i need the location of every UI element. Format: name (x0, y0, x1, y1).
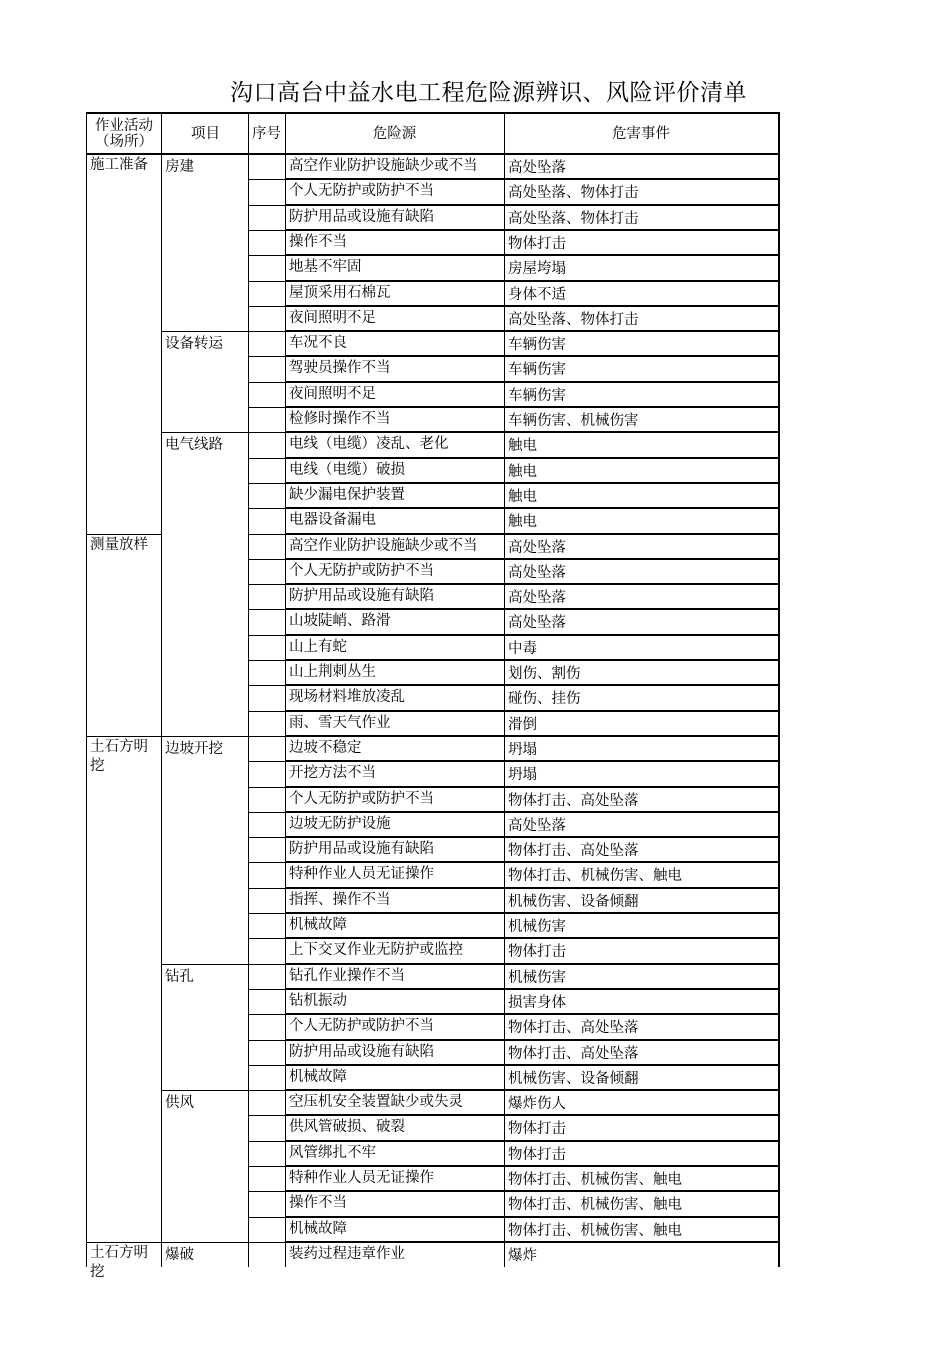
row-line-main (285, 608, 780, 610)
row-line-seq (248, 1115, 285, 1116)
hazard-source-cell: 电器设备漏电 (289, 512, 376, 529)
row-line-seq (248, 508, 285, 509)
hazard-source-cell: 高空作业防护设施缺少或不当 (289, 158, 478, 174)
hazard-source-cell: 特种作业人员无证操作 (289, 866, 434, 883)
hazard-event-cell: 物体打击、机械伤害、触电 (508, 1172, 682, 1188)
row-line-seq (248, 761, 285, 762)
hazard-event-cell: 物体打击 (508, 944, 566, 961)
hazard-event-cell: 物体打击 (508, 235, 566, 252)
row-line-seq (248, 711, 285, 712)
hazard-source-cell: 防护用品或设施有缺陷 (289, 841, 434, 858)
row-line-seq (248, 584, 285, 585)
hazard-source-cell: 雨、雪天气作业 (289, 714, 391, 731)
row-line-main (285, 330, 780, 332)
hazard-event-cell: 触电 (508, 488, 537, 505)
row-line-main (285, 204, 780, 206)
hazard-event-cell: 高处坠落、物体打击 (508, 311, 639, 328)
row-line-seq (248, 812, 285, 813)
project-divider (161, 432, 248, 433)
row-line-main (285, 254, 780, 256)
hazard-source-cell: 个人无防护或防护不当 (289, 562, 434, 579)
hazard-event-cell: 滑倒 (508, 716, 537, 733)
hazard-event-cell: 身体不适 (508, 286, 566, 303)
hazard-source-cell: 操作不当 (289, 233, 347, 250)
hazard-source-cell: 夜间照明不足 (289, 385, 376, 402)
row-line-main (285, 912, 780, 914)
hazard-event-cell: 触电 (508, 514, 537, 531)
row-line-seq (248, 483, 285, 484)
row-line-main (285, 178, 780, 180)
project-divider (161, 736, 248, 737)
row-line-main (285, 634, 780, 636)
project-label: 供风 (165, 1095, 194, 1112)
hazard-event-cell: 车辆伤害 (508, 387, 566, 404)
row-line-main (285, 1140, 780, 1142)
row-line-seq (248, 432, 285, 433)
hazard-event-cell: 物体打击、机械伤害、触电 (508, 868, 682, 885)
col-line-source (285, 112, 286, 1267)
hazard-event-cell: 中毒 (508, 640, 537, 657)
row-line-seq (248, 1040, 285, 1041)
hazard-source-cell: 风管绑扎不牢 (289, 1144, 376, 1161)
row-line-seq (248, 205, 285, 206)
hazard-source-cell: 防护用品或设施有缺陷 (289, 588, 434, 605)
hazard-event-cell: 高处坠落 (508, 817, 566, 834)
hazard-source-cell: 边坡不稳定 (289, 739, 362, 756)
header-seq: 序号 (252, 126, 281, 142)
hazard-source-cell: 供风管破损、破裂 (289, 1119, 405, 1136)
row-line-main (285, 381, 780, 383)
header-hazard-source: 危险源 (372, 126, 417, 142)
hazard-event-cell: 坍塌 (508, 767, 537, 784)
hazard-source-cell: 缺少漏电保护装置 (289, 486, 405, 503)
table-right-border (778, 112, 780, 1267)
project-label: 边坡开挖 (165, 740, 223, 757)
row-line-main (285, 735, 780, 737)
hazard-event-cell: 车辆伤害 (508, 362, 566, 379)
hazard-source-cell: 电线（电缆）破损 (289, 461, 405, 478)
row-line-seq (248, 331, 285, 332)
hazard-source-cell: 防护用品或设施有缺陷 (289, 208, 434, 225)
hazard-event-cell: 物体打击、高处坠落 (508, 843, 639, 860)
activity-label: 测量放样 (90, 536, 148, 553)
row-line-seq (248, 356, 285, 357)
row-line-main (285, 988, 780, 990)
hazard-event-cell: 车辆伤害 (508, 337, 566, 354)
row-line-main (285, 229, 780, 231)
hazard-source-cell: 地基不牢固 (289, 259, 362, 276)
hazard-source-cell: 高空作业防护设施缺少或不当 (289, 537, 478, 554)
row-line-main (285, 482, 780, 484)
row-line-seq (248, 382, 285, 383)
project-label: 设备转运 (165, 336, 223, 353)
hazard-source-cell: 操作不当 (289, 1195, 347, 1212)
hazard-event-cell: 划伤、割伤 (508, 666, 581, 682)
row-line-main (285, 836, 780, 838)
row-line-main (285, 431, 780, 433)
hazard-event-cell: 房屋垮塌 (508, 261, 566, 278)
row-line-seq (248, 736, 285, 737)
col-line-project (161, 112, 162, 1267)
hazard-source-cell: 机械故障 (289, 1220, 347, 1237)
hazard-source-cell: 山上荆刺丛生 (289, 664, 376, 680)
header-project: 项目 (191, 126, 220, 142)
page-title: 沟口高台中益水电工程危险源辨识、风险评价清单 (230, 80, 747, 106)
hazard-source-cell: 钻机振动 (289, 992, 347, 1009)
hazard-source-cell: 防护用品或设施有缺陷 (289, 1043, 434, 1060)
hazard-event-cell: 碰伤、挂伤 (508, 691, 581, 708)
row-line-seq (248, 179, 285, 180)
project-label: 房建 (165, 159, 194, 175)
row-line-seq (248, 230, 285, 231)
row-line-seq (248, 281, 285, 282)
hazard-event-cell: 爆炸 (508, 1247, 537, 1264)
row-line-seq (248, 938, 285, 939)
group-divider (86, 534, 161, 535)
hazard-event-cell: 物体打击 (508, 1121, 566, 1138)
risk-assessment-table (86, 112, 780, 1280)
project-divider (161, 964, 248, 965)
hazard-source-cell: 山上有蛇 (289, 638, 347, 655)
activity-label: 土石方明挖 (90, 738, 148, 774)
header-activity: 作业活动（场所） (95, 118, 153, 150)
row-line-main (285, 1089, 780, 1091)
row-line-seq (248, 609, 285, 610)
hazard-event-cell: 物体打击 (508, 1146, 566, 1163)
hazard-event-cell: 车辆伤害、机械伤害 (508, 413, 639, 429)
row-line-main (285, 355, 780, 357)
hazard-event-cell: 损害身体 (508, 994, 566, 1011)
project-divider (161, 331, 248, 332)
row-line-main (285, 1039, 780, 1041)
hazard-event-cell: 高处坠落 (508, 564, 566, 581)
group-divider (86, 736, 161, 737)
row-line-seq (248, 306, 285, 307)
hazard-source-cell: 指挥、操作不当 (289, 891, 391, 908)
hazard-source-cell: 现场材料堆放凌乱 (289, 689, 405, 706)
col-line-seq (248, 112, 249, 1267)
hazard-event-cell: 机械伤害、设备倾翻 (508, 893, 639, 910)
row-line-seq (248, 534, 285, 535)
row-line-main (285, 533, 780, 535)
hazard-event-cell: 机械伤害 (508, 919, 566, 935)
hazard-source-cell: 机械故障 (289, 1068, 347, 1085)
row-line-main (285, 760, 780, 762)
row-line-main (285, 937, 780, 939)
row-line-seq (248, 837, 285, 838)
row-line-seq (248, 888, 285, 889)
hazard-event-cell: 物体打击、高处坠落 (508, 1020, 639, 1037)
row-line-seq (248, 1141, 285, 1142)
row-line-seq (248, 862, 285, 863)
row-line-seq (248, 685, 285, 686)
hazard-event-cell: 高处坠落、物体打击 (508, 185, 639, 202)
hazard-event-cell: 触电 (508, 438, 537, 455)
hazard-event-cell: 物体打击、高处坠落 (508, 792, 639, 809)
hazard-source-cell: 空压机安全装置缺少或失灵 (289, 1094, 463, 1111)
row-line-main (285, 684, 780, 686)
header-bottom-border (86, 153, 778, 155)
hazard-event-cell: 高处坠落 (508, 590, 566, 607)
hazard-source-cell: 上下交叉作业无防护或监控 (289, 942, 463, 959)
table-left-border (86, 112, 87, 1267)
row-line-seq (248, 1065, 285, 1066)
project-divider (161, 1090, 248, 1091)
col-line-event (504, 112, 505, 1267)
row-line-main (285, 1190, 780, 1192)
hazard-source-cell: 个人无防护或防护不当 (289, 790, 434, 807)
row-line-seq (248, 1217, 285, 1218)
hazard-event-cell: 物体打击、高处坠落 (508, 1045, 639, 1062)
project-label: 钻孔 (165, 968, 194, 985)
row-line-main (285, 1114, 780, 1116)
row-line-main (285, 963, 780, 965)
row-line-main (285, 811, 780, 813)
hazard-source-cell: 个人无防护或防护不当 (289, 1018, 434, 1035)
row-line-main (285, 507, 780, 509)
row-line-main (285, 1064, 780, 1066)
row-line-seq (248, 964, 285, 965)
activity-label: 施工准备 (90, 157, 148, 173)
hazard-source-cell: 边坡无防护设施 (289, 815, 391, 832)
hazard-source-cell: 钻孔作业操作不当 (289, 967, 405, 984)
hazard-source-cell: 装药过程违章作业 (289, 1245, 405, 1262)
row-line-seq (248, 989, 285, 990)
hazard-event-cell: 机械伤害 (508, 969, 566, 986)
row-line-seq (248, 559, 285, 560)
row-line-seq (248, 458, 285, 459)
row-line-seq (248, 407, 285, 408)
row-line-main (285, 406, 780, 408)
row-line-seq (248, 1014, 285, 1015)
row-line-seq (248, 1191, 285, 1192)
hazard-event-cell: 触电 (508, 463, 537, 480)
row-line-main (285, 1165, 780, 1167)
row-line-seq (248, 635, 285, 636)
row-line-seq (248, 1090, 285, 1091)
row-line-main (285, 710, 780, 712)
row-line-seq (248, 913, 285, 914)
row-line-main (285, 583, 780, 585)
row-line-seq (248, 660, 285, 661)
hazard-event-cell: 爆炸伤人 (508, 1096, 566, 1113)
hazard-source-cell: 检修时操作不当 (289, 411, 391, 427)
row-line-main (285, 280, 780, 282)
hazard-event-cell: 物体打击、机械伤害、触电 (508, 1197, 682, 1214)
project-label: 爆破 (165, 1246, 194, 1263)
row-line-main (285, 786, 780, 788)
project-divider (161, 1242, 248, 1243)
row-line-main (285, 1013, 780, 1015)
row-line-seq (248, 255, 285, 256)
hazard-event-cell: 高处坠落、物体打击 (508, 210, 639, 227)
row-line-main (285, 861, 780, 863)
row-line-main (285, 887, 780, 889)
row-line-main (285, 558, 780, 560)
row-line-main (285, 457, 780, 459)
hazard-source-cell: 山坡陡峭、路滑 (289, 613, 391, 630)
hazard-event-cell: 物体打击、机械伤害、触电 (508, 1222, 682, 1239)
hazard-event-cell: 高处坠落 (508, 539, 566, 556)
project-label: 电气线路 (165, 437, 223, 454)
row-line-seq (248, 787, 285, 788)
hazard-source-cell: 电线（电缆）凌乱、老化 (289, 436, 449, 453)
hazard-source-cell: 个人无防护或防护不当 (289, 183, 434, 200)
row-line-main (285, 1241, 780, 1243)
hazard-source-cell: 夜间照明不足 (289, 309, 376, 326)
hazard-source-cell: 车况不良 (289, 335, 347, 352)
row-line-seq (248, 1242, 285, 1243)
activity-label: 土石方明挖 (90, 1244, 148, 1280)
hazard-event-cell: 高处坠落 (508, 160, 566, 176)
hazard-source-cell: 开挖方法不当 (289, 765, 376, 782)
hazard-event-cell: 机械伤害、设备倾翻 (508, 1070, 639, 1087)
row-line-main (285, 305, 780, 307)
row-line-main (285, 659, 780, 661)
row-line-seq (248, 1166, 285, 1167)
row-line-main (285, 1216, 780, 1218)
table-top-border (86, 112, 780, 114)
group-divider (86, 1242, 161, 1243)
hazard-source-cell: 屋顶采用石棉瓦 (289, 284, 391, 301)
hazard-source-cell: 驾驶员操作不当 (289, 360, 391, 377)
hazard-source-cell: 机械故障 (289, 917, 347, 933)
hazard-event-cell: 坍塌 (508, 741, 537, 758)
hazard-source-cell: 特种作业人员无证操作 (289, 1170, 434, 1186)
hazard-event-cell: 高处坠落 (508, 615, 566, 632)
header-hazard-event: 危害事件 (612, 126, 670, 142)
